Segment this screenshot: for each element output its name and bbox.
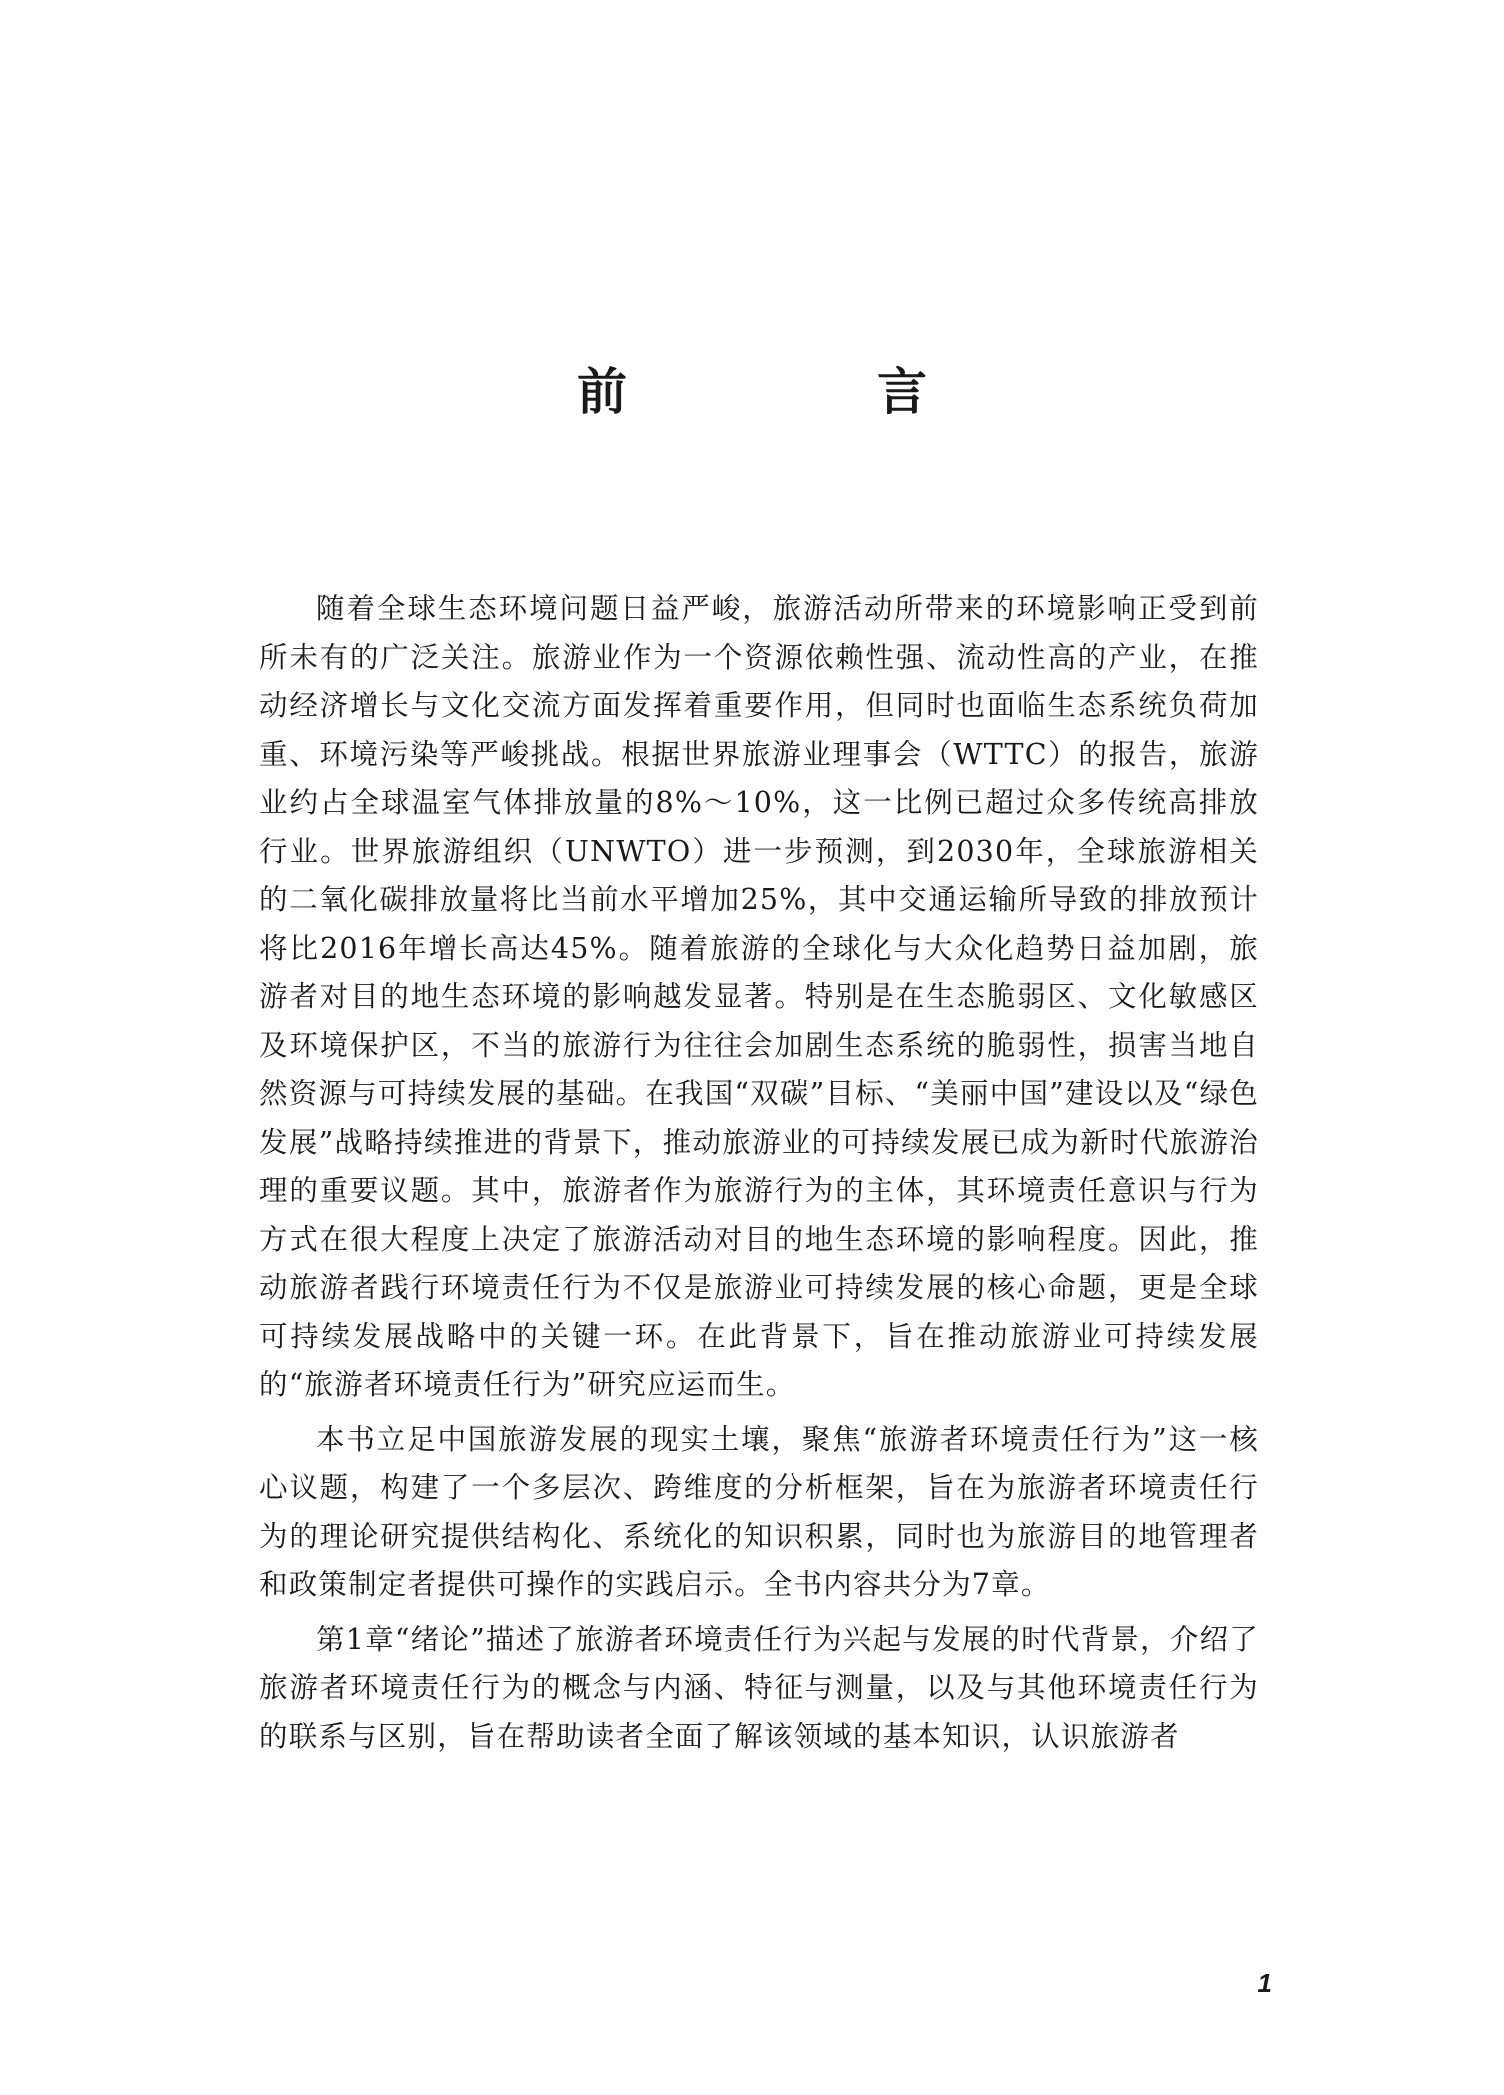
page-number: 1 bbox=[1257, 1968, 1272, 1998]
paragraph: 第1章“绪论”描述了旅游者环境责任行为兴起与发展的时代背景，介绍了旅游者环境责任行为的概念与内涵、特征与测量，以及与其他环境责任行为的联系与区别，旨在帮助读者全面了解该领域的基本知识，认识旅游者 bbox=[259, 1622, 1259, 1753]
body-text bbox=[259, 585, 1259, 1767]
page-title: 前 言 bbox=[577, 362, 1027, 421]
paragraph: 本书立足中国旅游发展的现实土壤，聚焦“旅游者环境责任行为”这一核心议题，构建了一个多层次、跨维度的分析框架，旨在为旅游者环境责任行为的理论研究提供结构化、系统化的知识积累，同时也为旅游目的地管理者和政策制定者提供可操作的实践启示。全书内容共分为7章。 bbox=[259, 1422, 1259, 1601]
paragraph: 随着全球生态环境问题日益严峻，旅游活动所带来的环境影响正受到前所未有的广泛关注。旅游业作为一个资源依赖性强、流动性高的产业，在推动经济增长与文化交流方面发挥着重要作用，但同时也面临生态系统负荷加重、环境污染等严峻挑战。根据世界旅游业理事会（WTTC）的报告，旅游业约占全球温室气体排放量的8%～10%，这一比例已超过众多传统高排放行业。世界旅游组织（UNWTO）进一步预测，到2030年，全球旅游相关的二氧化碳排放量将比当前水平增加25%，其中交通运输所导致的排放预计将比2016年增长高达45%。随着旅游的全球化与大众化趋势日益加剧，旅游者对目的地生态环境的影响越发显著。特别是在生态脆弱区、文化敏感区及环境保护区，不当的旅游行为往往会加剧生态系统的脆弱性，损害当地自然资源与可持续发展的基础。在我国“双碳”目标、“美丽中国”建设以及“绿色发展”战略持续推进的背景下，推动旅游业的可持续发展已成为新时代旅游治理的重要议题。其中，旅游者作为旅游行为的主体，其环境责任意识与行为方式在很大程度上决定了旅游活动对目的地生态环境的影响程度。因此，推动旅游者践行环境责任行为不仅是旅游业可持续发展的核心命题，更是全球可持续发展战略中的关键一环。在此背景下，旨在推动旅游业可持续发展的“旅游者环境责任行为”研究应运而生。 bbox=[259, 592, 1259, 1401]
